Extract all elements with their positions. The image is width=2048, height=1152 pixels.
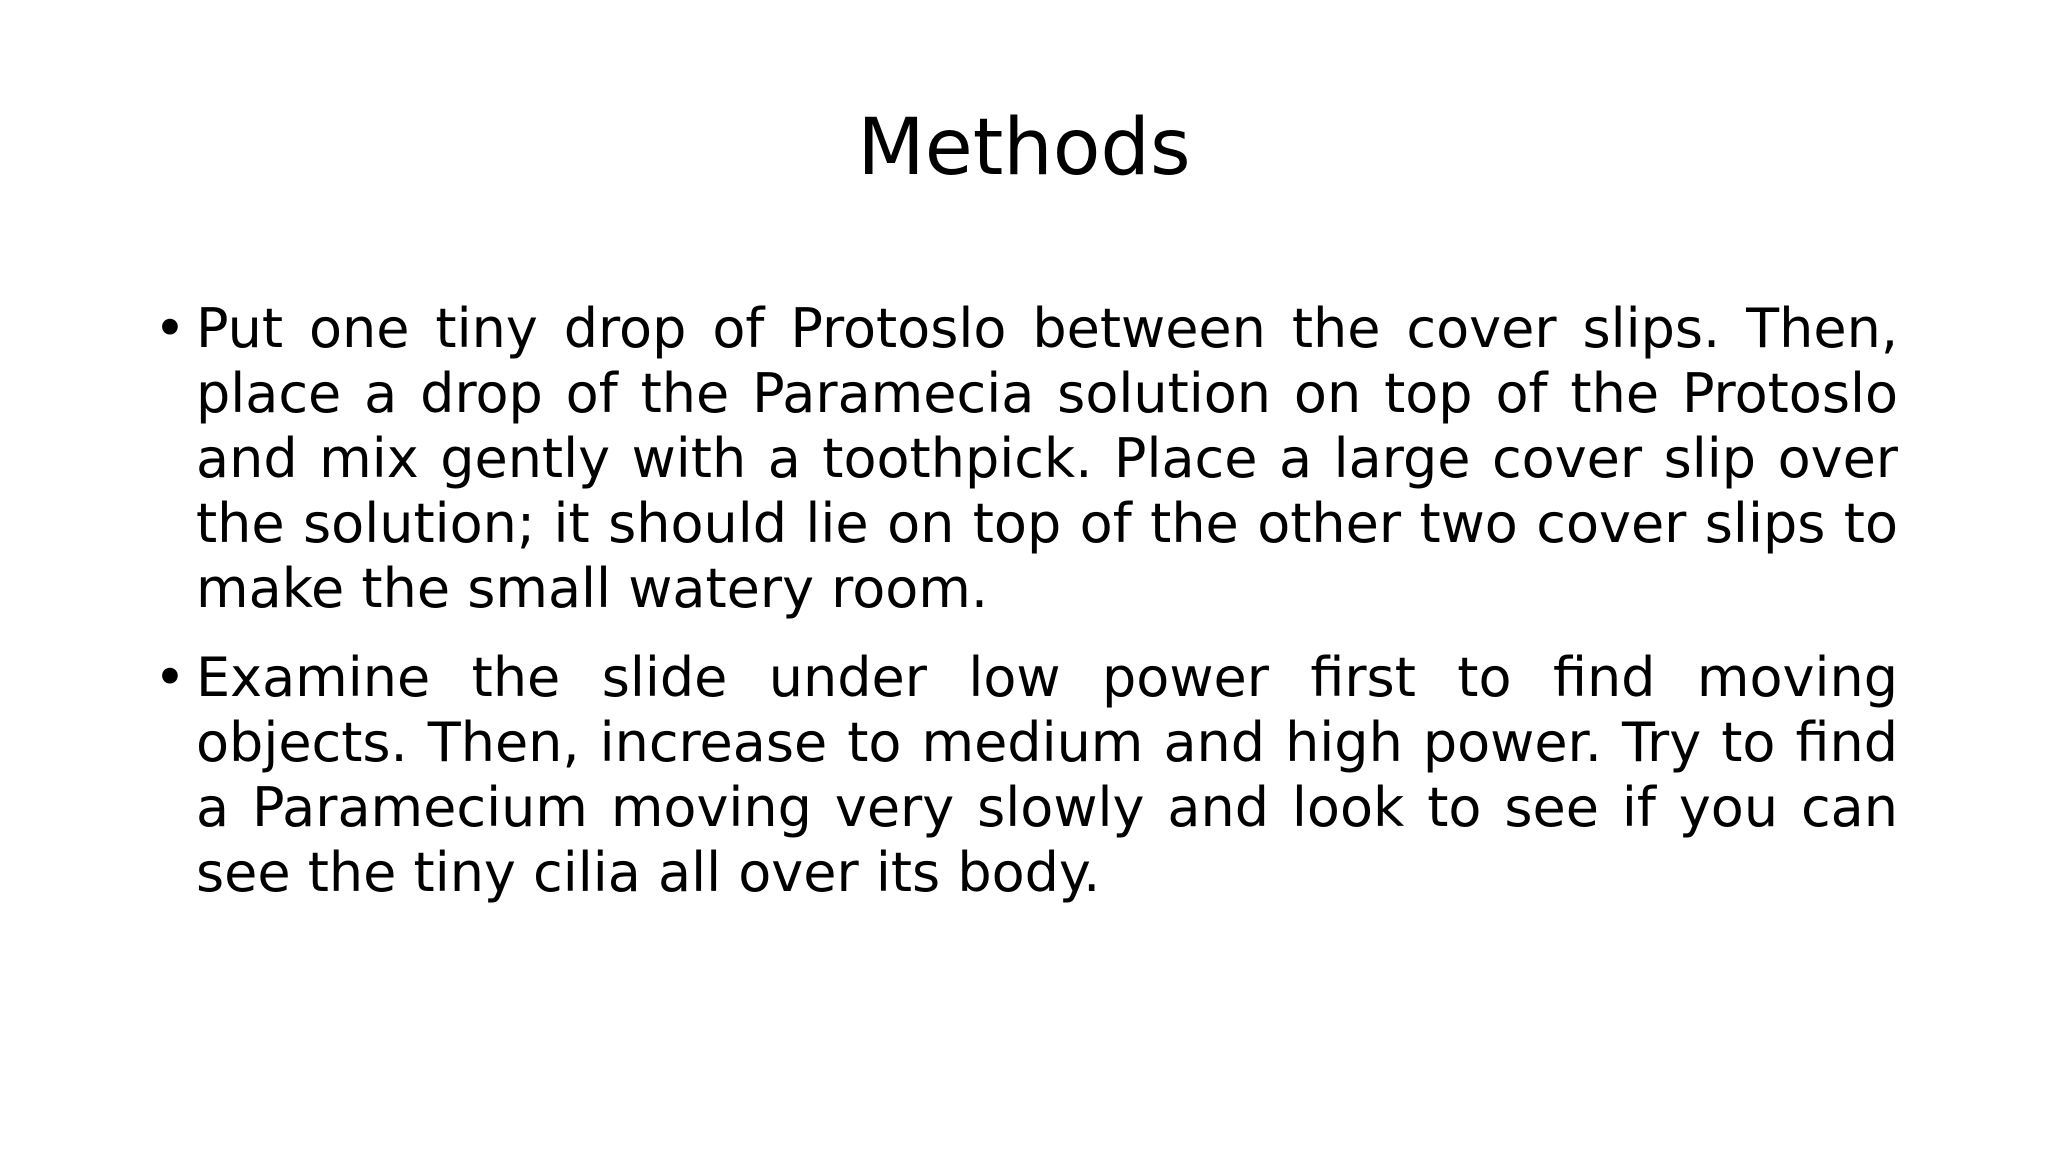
bullet-item bbox=[148, 645, 1898, 905]
bullet-point-icon: • bbox=[154, 297, 186, 360]
bullet-list bbox=[148, 296, 1898, 929]
slide-title: Methods bbox=[857, 103, 1191, 193]
bullet-text: Examine the slide under low power first to find moving objects. Then, increase to medium and high power. Try to find a Paramecium moving very slowly and look to see if you can see the tiny cilia all over its body. bbox=[196, 646, 1898, 904]
bullet-point-icon: • bbox=[154, 646, 186, 709]
bullet-text: Put one tiny drop of Protoslo between the cover slips. Then, place a drop of the Paramecia solution on top of the Protoslo and mix gently with a toothpick. Place a large cover slip over the solution; it should lie on top of the other two cover slips to make the small watery room. bbox=[196, 297, 1898, 620]
bullet-item bbox=[148, 296, 1898, 621]
